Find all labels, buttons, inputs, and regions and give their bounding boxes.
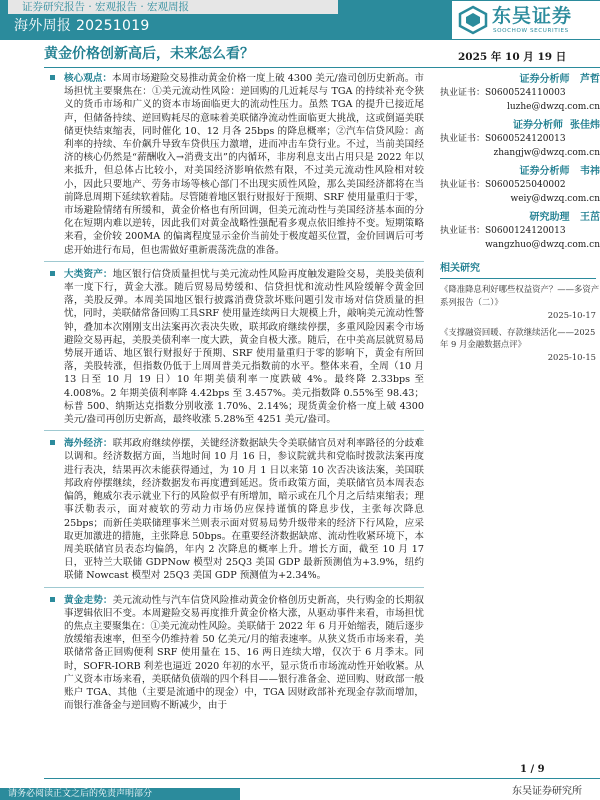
analyst-card xyxy=(440,210,600,252)
company-logo xyxy=(452,1,600,39)
analyst-cert: 执业证书：S0600524110003 xyxy=(440,88,566,98)
report-series: 海外周报 20251019 xyxy=(14,18,150,34)
analyst-email[interactable]: zhangjw@dwzq.com.cn xyxy=(493,147,600,158)
bullet-icon xyxy=(50,440,55,445)
analyst-role: 证券分析师 芦哲 xyxy=(519,74,600,85)
analyst-role: 证券分析师 韦祎 xyxy=(519,166,600,177)
section-label: 黄金走势： xyxy=(64,594,113,606)
section-text: 本周市场避险交易推动黄金价格一度上破 4300 美元/盎司创历史新高。市场担忧主要聚焦在：①美元流动性风险：逆回购的几近耗尽与 TGA 的持续补充令狭义的货币市场和广义的资本市场面临更大的流动性压力。虽然 TGA 的提升已接近尾声，但储备持续、逆回购耗尽的意味着美联储净流动性面临更大挑战，这或倒逼美联储更快结束缩表，同时催化 10、12 月各 25bps 的降息概率；②汽车信贷风险：高利率的持续、车价飙升导致车贷供压力激增，进而冲击车贷行业。不过，当前美国经济的核心仍然是“薪酬收入→消费支出”的内循环，非房利息支出占用只是 2022 年以来抵升，但总体占比较小，对美国经济影响依然有限，不过美元流动性风险相对较小，因此只要地产、劳务市场等核心部门不出现实质性风险，那么美国经济都将在当前降息周期下延续软着陆。尽管随着地区银行财报好于预期、SRF 使用量重归于零，市场避险情绪有所缓和，黄金价格也有所回调，但美元流动性与美国经济基本面的分化在短期内难以逆转，因此我们对黄金战略性强配看多观点依旧维持不变。短期策略来看，金价较 200MA 的偏离程度显示金价当前处于极度超买位置，金价回调后可考虑开始进行布局，但也需做好重新震荡洗盘的准备。 xyxy=(64,73,425,256)
analyst-role: 研究助理 王茁 xyxy=(529,212,600,223)
related-report-date: 2025-10-17 xyxy=(547,309,596,320)
analyst-name: 芦哲 xyxy=(580,74,600,85)
analyst-email[interactable]: weiy@dwzq.com.cn xyxy=(510,193,600,204)
logo-text-en: SOOCHOW SECURITIES xyxy=(493,28,569,34)
section-label: 核心观点： xyxy=(64,73,112,84)
bullet-icon xyxy=(50,271,55,276)
section-text: 联邦政府继续停摆，关键经济数据缺失令美联储官员对利率路径的分歧难以调和。经济数据方面，当地时间 10 月 16 日，参议院就共和党临时拨款法案再度进行表决，结果再次未能获得通过，为 10 月 1 日以来第 10 次否决该法案，美国联邦政府停摆继续，经济数据发布再度遭到延迟。货币政策方面，美联储官员本周表态偏鸽，鲍威尔表示就业下行的风险似乎有所增加，暗示或在几个月之后结束缩表；理事沃勒表示，面对疲软的劳动力市场仍应保持谨慎的降息步伐，主张每次降息 25bps；而新任美联储理事米兰则表示面对贸易局势升级带来的经济下行风险，应采取更加激进的措施，主张降息 50bps。在重要经济数据缺席、流动性收紧环境下，本周美联储官员表态均偏鸽，年内 2 次降息的概率上升。增长方面，截至 10 月 17 日，亚特兰大联储 GDPNow 模型对 25Q3 美国 GDP 最新预测值为+3.9%，纽约联储 Nowcast 模型对 25Q3 美国 GDP 预测值为+2.34%。 xyxy=(64,438,425,582)
section-label: 大类资产： xyxy=(64,268,113,280)
section-overseas-economy xyxy=(44,437,424,582)
bullet-icon xyxy=(50,75,55,80)
sidebar xyxy=(440,72,600,368)
analyst-card xyxy=(440,72,600,114)
title-divider xyxy=(44,67,600,68)
section-divider xyxy=(44,430,424,431)
analyst-card xyxy=(440,164,600,206)
analyst-cert: 执业证书：S0600124120013 xyxy=(440,226,566,236)
analyst-role: 证券分析师 张佳炜 xyxy=(513,120,600,131)
report-category: 证券研究报告 · 宏观报告 · 宏观周报 xyxy=(8,0,338,14)
analyst-name: 韦祎 xyxy=(580,166,600,177)
related-report-date: 2025-10-15 xyxy=(547,352,596,363)
section-core-views xyxy=(44,72,424,257)
analyst-email[interactable]: wangzhuo@dwzq.com.cn xyxy=(485,239,600,250)
related-report-link[interactable]: 《降准降息利好哪些权益资产？——多资产系列报告（二）》 xyxy=(440,284,600,307)
footer-divider xyxy=(44,778,600,779)
report-body xyxy=(44,72,424,716)
section-gold-trend xyxy=(44,594,424,713)
analyst-card xyxy=(440,118,600,160)
logo-mark-icon xyxy=(458,5,488,35)
related-report-link[interactable]: 《支撑融资回暖、存款继续活化——2025 年 9 月金融数据点评》 xyxy=(440,326,596,350)
page-title: 黄金价格创新高后，未来怎么看？ xyxy=(44,46,254,62)
page-number: 1 / 9 xyxy=(520,764,545,775)
section-divider xyxy=(44,587,424,588)
footer-firm-name: 东吴证券研究所 xyxy=(512,786,582,797)
related-divider xyxy=(440,278,596,279)
section-text: 美元流动性与汽车信贷风险推动黄金价格创历史新高，央行购金的长期叙事逻辑依旧不变。本周避险交易再度推升黄金价格大涨，从驱动事件来看，市场担忧的焦点主要聚集在：①美元流动性风险。美联储于 2022 年 6 月开始缩表，随后逐步放缓缩表速率，但至今仍维持着 50 亿美元/月的缩表速率。从狭义货币市场来看，美联储常备正回购便利 SRF 使用量在 15、16 两日连续大增，仅次于 6 月季末。同时，SOFR-IORB 利差也逼近 2020 年初的水平，显示货币市场流动性开始收紧。从广义资本市场来看，美联储负债端的四个科目——银行准备金、逆回购、财政部一般账户 TGA、其他（主要是流通中的现金）中，TGA 因财政部补充现金存款而增加，而银行准备金与逆回购不断减少，由于 xyxy=(64,594,425,712)
section-label: 海外经济： xyxy=(64,438,113,450)
analyst-name: 张佳炜 xyxy=(570,120,600,131)
related-research-heading: 相关研究 xyxy=(440,263,480,274)
bullet-icon xyxy=(50,597,55,602)
analyst-name: 王茁 xyxy=(580,212,600,223)
analyst-cert: 执业证书：S0600525040002 xyxy=(440,180,566,190)
disclaimer-banner: 请务必阅读正文之后的免责声明部分 xyxy=(0,788,240,800)
analyst-cert: 执业证书：S0600524120013 xyxy=(440,134,566,144)
section-text: 地区银行信贷质量担忧与美元流动性风险再度触发避险交易，美股美债利率一度下行，黄金大涨。随后贸易局势缓和、信贷担忧和流动性风险缓解令黄金回落，美股反弹。本周美国地区银行披露消费贷款坏账问题引发市场对信贷质量的担忧，同时，美联储常备回购工具SRF 使用量连续两日大规模上升，敲响美元流动性警钟，叠加本次刚刚支出法案再次表决失败，联邦政府继续停摆，多重风险因素令市场避险交易再起，美股美债利率一度大跌，黄金自极大涨。随后，在中美高层就贸易局势展开通话、地区银行财报好于预期、SRF 使用量重归于零的影响下，黄金有所回落，美股转涨，但指数仍低于上周周普美元指数前的水平。整体来看，全周（10 月 13 日至 10 月 19 日）10 年期美债利率一度跌破 4%。最终降 2.33bps 至 4.008%。2 年期美债利率降 4.42bps 至 3.457%。美元指数降 0.55%至 98.43；标普 500、纳斯达克指数分别收涨 1.70%、2.14%；现货黄金价格一度上破 4300 美元/盎司再创历史新高，最终收涨 5.28%至 4251 美元/盎司。 xyxy=(64,268,425,426)
logo-text-cn: 东吴证券 xyxy=(492,5,573,27)
analyst-email[interactable]: luzhe@dwzq.com.cn xyxy=(506,101,600,112)
section-asset-classes xyxy=(44,268,424,426)
report-date: 2025 年 10 月 19 日 xyxy=(458,51,567,63)
section-divider xyxy=(44,261,424,262)
